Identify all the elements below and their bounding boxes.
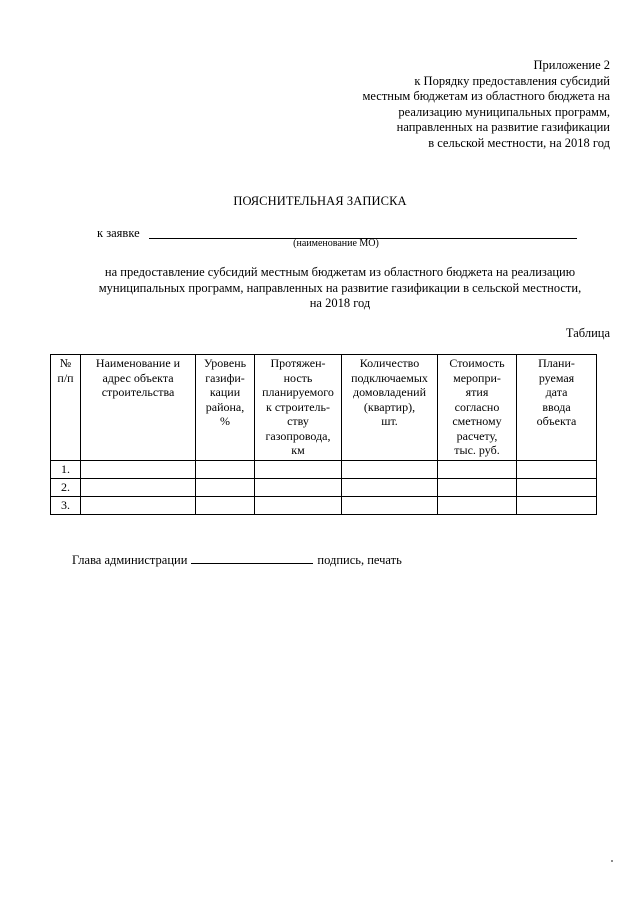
- table-label: Таблица: [565, 326, 610, 340]
- appendix-header-line: в сельской местности, на 2018 год: [428, 135, 610, 150]
- table-cell[interactable]: [517, 461, 597, 479]
- appendix-header-line: местным бюджетам из областного бюджета на: [362, 89, 610, 104]
- request-label: к заявке: [97, 226, 140, 240]
- table-cell[interactable]: [342, 497, 438, 515]
- table-row: [51, 461, 597, 479]
- table-cell[interactable]: [255, 479, 342, 497]
- table-row: [51, 479, 597, 497]
- table-cell[interactable]: [342, 479, 438, 497]
- table-cell[interactable]: [438, 497, 517, 515]
- signature-blank[interactable]: [191, 552, 313, 564]
- table-cell[interactable]: [81, 497, 196, 515]
- appendix-header: [310, 58, 610, 152]
- column-header-length: Протяжен- ность планируемого к строитель- ству газопровода, км: [255, 355, 342, 461]
- column-header-number: № п/п: [51, 355, 81, 461]
- purpose-line: на 2018 год: [309, 296, 371, 310]
- data-table: [50, 354, 597, 515]
- table-cell[interactable]: [517, 479, 597, 497]
- appendix-header-line: реализацию муниципальных программ,: [398, 104, 610, 119]
- purpose-text: [60, 265, 620, 312]
- table-cell[interactable]: 2.: [51, 479, 81, 497]
- table-cell[interactable]: [517, 497, 597, 515]
- column-header-households: Количество подключаемых домовладений (квартир), шт.: [342, 355, 438, 461]
- table-cell[interactable]: [81, 479, 196, 497]
- column-header-object: Наименование и адрес объекта строительства: [81, 355, 196, 461]
- table-header-row: [51, 355, 597, 461]
- purpose-line: муниципальных программ, направленных на развитие газификации в сельской местности,: [98, 280, 582, 295]
- table-cell[interactable]: 1.: [51, 461, 81, 479]
- appendix-header-line: Приложение 2: [533, 58, 610, 72]
- table-cell[interactable]: [342, 461, 438, 479]
- purpose-line: на предоставление субсидий местным бюджетам из областного бюджета на реализацию: [104, 265, 576, 279]
- signature-suffix: подпись, печать: [317, 553, 402, 567]
- mo-caption: (наименование МО): [293, 238, 379, 249]
- column-header-date: Плани- руемая дата ввода объекта: [517, 355, 597, 461]
- appendix-header-line: к Порядку предоставления субсидий: [414, 73, 610, 88]
- table-cell[interactable]: [196, 497, 255, 515]
- signature-line: [72, 552, 402, 568]
- column-header-cost: Стоимость меропри- ятия согласно сметному расчету, тыс. руб.: [438, 355, 517, 461]
- table-cell[interactable]: [196, 479, 255, 497]
- table-cell[interactable]: 3.: [51, 497, 81, 515]
- table-cell[interactable]: [255, 497, 342, 515]
- appendix-header-line: направленных на развитие газификации: [396, 120, 610, 135]
- table-cell[interactable]: [81, 461, 196, 479]
- table-cell[interactable]: [196, 461, 255, 479]
- table-row: [51, 497, 597, 515]
- signature-label: Глава администрации: [72, 553, 188, 567]
- table-cell[interactable]: [438, 461, 517, 479]
- table-cell[interactable]: [438, 479, 517, 497]
- table-cell[interactable]: [255, 461, 342, 479]
- page-mark: [611, 860, 613, 862]
- column-header-gas-level: Уровень газифи- кации района, %: [196, 355, 255, 461]
- document-title: ПОЯСНИТЕЛЬНАЯ ЗАПИСКА: [233, 194, 407, 208]
